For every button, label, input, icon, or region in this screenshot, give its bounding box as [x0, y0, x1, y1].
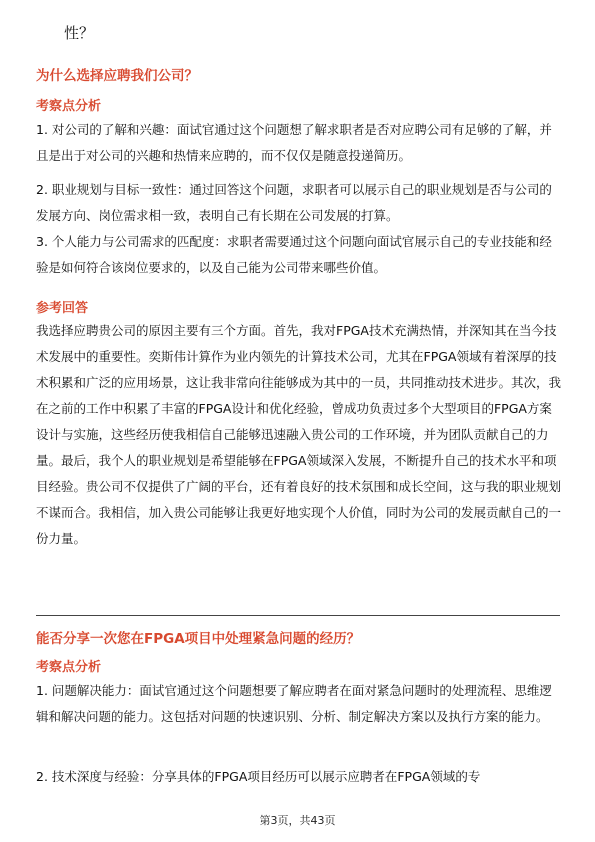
analysis-point: 3. 个人能力与公司需求的匹配度：求职者需要通过这个问题向面试官展示自己的专业技能和经验是如何符合该岗位要求的，以及自己能为公司带来哪些价值。 [36, 234, 552, 275]
analysis-point: 1. 问题解决能力：面试官通过这个问题想要了解应聘者在面对紧急问题时的处理流程、思维逻辑和解决问题的能力。这包括对问题的快速识别、分析、制定解决方案以及执行方案的能力。 [36, 683, 552, 724]
answer-heading: 参考回答 [36, 301, 89, 316]
page-number: 第3页，共43页 [259, 814, 336, 827]
section-divider [36, 615, 560, 616]
question-title: 能否分享一次您在FPGA项目中处理紧急问题的经历？ [36, 631, 361, 647]
continuation-text: 性？ [64, 24, 95, 42]
answer-text: 我选择应聘贵公司的原因主要有三个方面。首先，我对FPGA技术充满热情，并深知其在当今技术发展中的重要性。奕斯伟计算作为业内领先的计算技术公司，尤其在FPGA领域有着深厚的技术积累和广泛的应用场景，这让我非常向往能够成为其中的一员，共同推动技术进步。其次，我在之前的工作中积累了丰富的FPGA设计和优化经验，曾成功负责过多个大型项目的FPGA方案设计与实施，这些经历使我相信自己能够迅速融入贵公司的工作环境，并为团队贡献自己的力量。最后，我个人的职业规划是希望能够在FPGA领域深入发展，不断提升自己的技术水平和项目经验。贵公司不仅提供了广阔的平台，还有着良好的技术氛围和成长空间，这与我的职业规划不谋而合。我相信，加入贵公司能够让我更好地实现个人价值，同时为公司的发展贡献自己的一份力量。 [36, 323, 562, 546]
analysis-heading: 考察点分析 [36, 660, 102, 675]
question-title: 为什么选择应聘我们公司？ [36, 68, 198, 84]
analysis-point: 2. 技术深度与经验：分享具体的FPGA项目经历可以展示应聘者在FPGA领域的专 [36, 769, 481, 784]
analysis-point: 2. 职业规划与目标一致性：通过回答这个问题，求职者可以展示自己的职业规划是否与公司的发展方向、岗位需求相一致，表明自己有长期在公司发展的打算。 [36, 182, 552, 223]
analysis-point: 1. 对公司的了解和兴趣：面试官通过这个问题想了解求职者是否对应聘公司有足够的了解，并且是出于对公司的兴趣和热情来应聘的，而不仅仅是随意投递简历。 [36, 122, 552, 163]
analysis-heading: 考察点分析 [36, 99, 102, 114]
